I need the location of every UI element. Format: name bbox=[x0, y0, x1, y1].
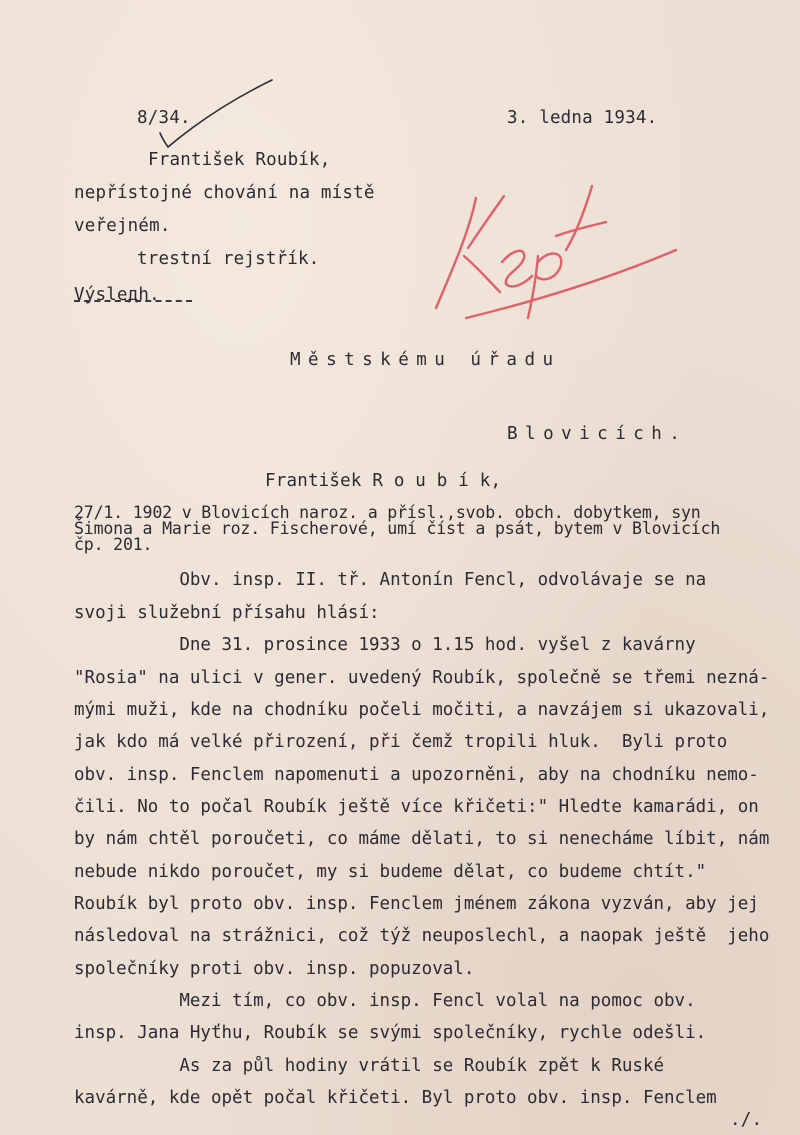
registry-label: trestní rejstřík. bbox=[137, 249, 320, 269]
body-line: kavárně, kde opět počal křičeti. Byl proto obv. insp. Fenclem bbox=[74, 1088, 717, 1108]
body-line: insp. Jana Hyťhu, Roubík se svými společníky, rychle odešli. bbox=[74, 1023, 707, 1043]
subject-line-1: nepřístojné chování na místě bbox=[74, 183, 375, 203]
person-detail-3: čp. 201. bbox=[74, 535, 153, 554]
red-kept-annotation bbox=[436, 186, 676, 318]
body-line: "Rosia" na ulici v gener. uvedený Roubík, společně se třemi nezná- bbox=[74, 668, 770, 688]
body-line: mými muži, kde na chodníku počeli močiti, a navzájem si ukazovali, bbox=[74, 700, 770, 720]
body-line: následoval na strážnici, což týž neuposlechl, a naopak ještě jeho bbox=[74, 926, 770, 946]
pen-check-mark bbox=[160, 80, 272, 147]
result-label: Výsleдh. bbox=[74, 285, 160, 305]
body-line: čili. No to počal Roubík ještě více křičeti:" Hledte kamarádi, on bbox=[74, 797, 759, 817]
body-line: společníky proti obv. insp. popuzoval. bbox=[74, 959, 475, 979]
person-name: František R o u b í k, bbox=[265, 471, 502, 491]
body-line: As za půl hodiny vrátil se Roubík zpět k Ruské bbox=[74, 1056, 665, 1076]
document-date: 3. ledna 1934. bbox=[507, 108, 658, 128]
body-line: by nám chtěl poroučeti, co máme dělati, to si nenecháme líbit, nám bbox=[74, 829, 770, 849]
body-line: Dne 31. prosince 1933 o 1.15 hod. vyšel z kavárny bbox=[74, 635, 696, 655]
recipient-office: Městskému úřadu bbox=[290, 350, 561, 370]
person-detail-1: 27/1. 1902 v Blovicích naroz. a přísl.,svob. obch. dobytkem, syn bbox=[74, 503, 701, 522]
person-detail-2: Šimona a Marie roz. Fischerové, umí číst a psát, bytem v Blovicích bbox=[74, 519, 721, 538]
header-name: František Roubík, bbox=[148, 150, 331, 170]
body-line: jak kdo má velké přirození, při čemž tropili hluk. Byli proto bbox=[74, 732, 728, 752]
body-line: Mezi tím, co obv. insp. Fencl volal na pomoc obv. bbox=[74, 991, 696, 1011]
reference-number: 8/34. bbox=[137, 108, 191, 128]
body-line: svoji služební přísahu hlásí: bbox=[74, 603, 380, 623]
subject-line-2: veřejném. bbox=[74, 216, 171, 236]
recipient-town: Blovicích. bbox=[507, 424, 688, 444]
body-line: Obv. insp. II. tř. Antonín Fencl, odvolávaje se na bbox=[74, 570, 707, 590]
body-line: obv. insp. Fenclem napomenuti a upozorněni, aby na chodníku nemo- bbox=[74, 765, 759, 785]
body-line: Roubík byl proto obv. insp. Fenclem jménem zákona vyzván, aby jej bbox=[74, 894, 759, 914]
body-line: nebude nikdo poroučet, my si budeme dělat, co budeme chtít." bbox=[74, 862, 707, 882]
continuation-mark: ./. bbox=[730, 1110, 763, 1130]
